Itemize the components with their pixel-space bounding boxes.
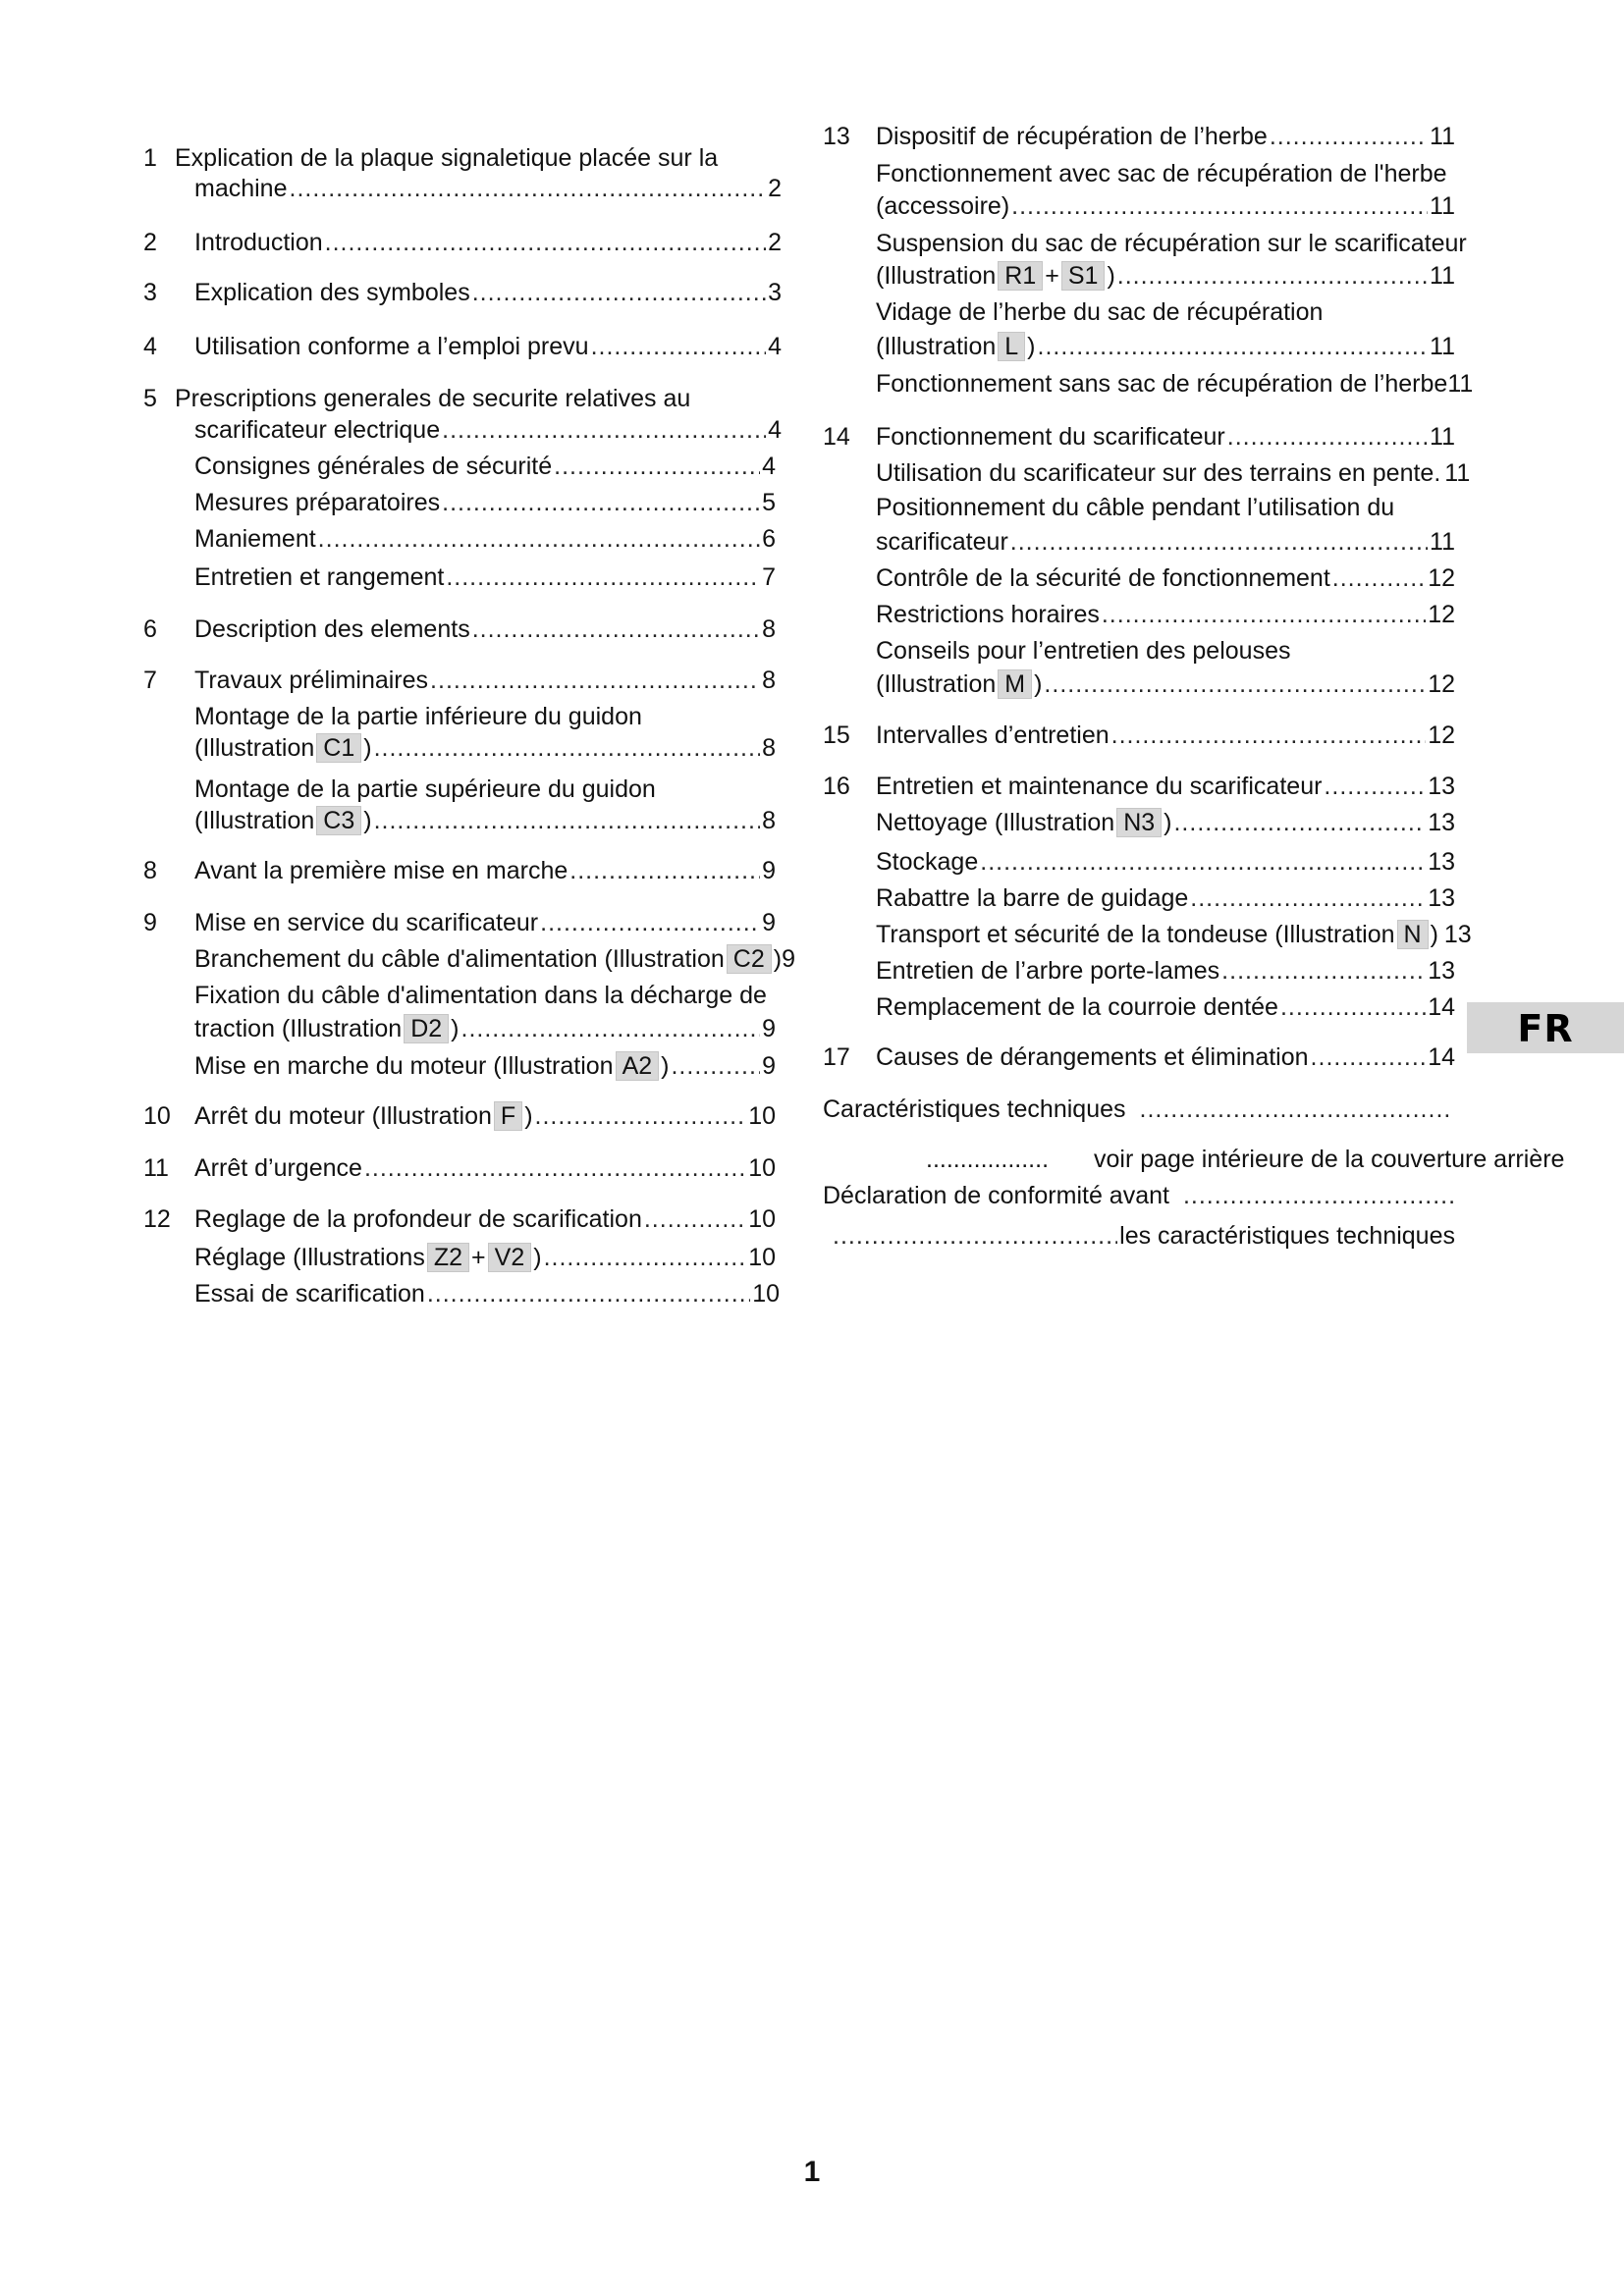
page-ref: 2 bbox=[768, 229, 782, 256]
entry-title: Dispositif de récupération de l’herbe bbox=[876, 123, 1268, 150]
page-ref: 12 bbox=[1428, 564, 1455, 592]
page-ref: 12 bbox=[1428, 670, 1455, 698]
entry-number: 5 bbox=[143, 385, 157, 412]
leader-dots bbox=[318, 524, 760, 554]
toc-entry-6[interactable] bbox=[143, 614, 782, 646]
leader-dots bbox=[461, 1014, 761, 1043]
declaration-reference: les caractéristiques techniques bbox=[1119, 1222, 1455, 1250]
illustration-ref-badge: N3 bbox=[1116, 808, 1162, 837]
entry-number: 4 bbox=[143, 333, 157, 360]
entry-number: 17 bbox=[823, 1043, 850, 1071]
illustration-ref-badge: C2 bbox=[727, 944, 772, 974]
illustration-ref-badge: N bbox=[1397, 920, 1429, 949]
leader-dots bbox=[980, 847, 1426, 877]
subentry-title: Utilisation du scarificateur sur des terrains en pente. bbox=[876, 459, 1441, 487]
page-ref: 2 bbox=[768, 175, 782, 202]
toc-subentry-essai[interactable] bbox=[194, 1279, 780, 1310]
declaration-label: Déclaration de conformité avant bbox=[823, 1182, 1169, 1209]
leader-dots bbox=[374, 806, 761, 835]
leader-dots bbox=[1324, 772, 1426, 801]
close-paren: ) bbox=[1107, 262, 1115, 290]
entry-title: Causes de dérangements et élimination bbox=[876, 1043, 1309, 1071]
entry-title: Arrêt du moteur (Illustration bbox=[194, 1102, 492, 1130]
page-ref: 10 bbox=[748, 1205, 776, 1233]
page-ref: 11 bbox=[1430, 262, 1455, 290]
subentry-title: Consignes générales de sécurité bbox=[194, 453, 553, 480]
entry-number: 9 bbox=[143, 909, 157, 936]
toc-subentry-branchement[interactable] bbox=[194, 944, 795, 976]
illustration-ref-badge: M bbox=[998, 669, 1032, 699]
leader-dots bbox=[591, 332, 767, 361]
toc-subentry-sans-sac[interactable] bbox=[876, 369, 1474, 400]
subentry-title: Fixation du câble d'alimentation dans la décharge de bbox=[194, 982, 767, 1009]
toc-subentry-mesures[interactable] bbox=[194, 488, 776, 519]
entry-number: 3 bbox=[143, 279, 157, 306]
illustration-ref-badge: L bbox=[998, 332, 1025, 361]
subentry-title: Entretien et rangement bbox=[194, 563, 445, 591]
entry-number: 6 bbox=[143, 615, 157, 643]
entry-number: 1 bbox=[143, 144, 157, 172]
page-ref: 4 bbox=[768, 416, 782, 444]
page-ref: 12 bbox=[1428, 721, 1455, 749]
language-tab[interactable]: FR bbox=[1467, 1002, 1624, 1053]
subentry-title-cont: (Illustration bbox=[876, 670, 997, 698]
toc-declaration-ref bbox=[831, 1221, 1455, 1253]
close-paren: ) bbox=[363, 807, 372, 834]
toc-subentry-fixation[interactable] bbox=[194, 981, 776, 1045]
leader-dots bbox=[1010, 527, 1428, 557]
subentry-title: Stockage bbox=[876, 848, 979, 876]
subentry-title: Nettoyage (Illustration bbox=[876, 809, 1115, 836]
subentry-title: Restrictions horaires bbox=[876, 601, 1100, 628]
page-ref: 8 bbox=[762, 807, 776, 834]
page-ref: 6 bbox=[762, 525, 776, 553]
toc-entry-8[interactable] bbox=[143, 856, 782, 887]
entry-title: Description des elements bbox=[194, 615, 470, 643]
tech-specs-reference: voir page intérieure de la couverture arrière bbox=[1094, 1146, 1565, 1173]
close-paren: ) bbox=[524, 1102, 533, 1130]
entry-number: 14 bbox=[823, 423, 850, 451]
toc-entry-9[interactable] bbox=[143, 908, 782, 939]
subentry-title: Branchement du câble d'alimentation (Illustration bbox=[194, 945, 725, 973]
entry-title-cont: scarificateur electrique bbox=[194, 416, 441, 444]
page-ref: 9 bbox=[762, 1015, 776, 1042]
entry-title: Utilisation conforme a l’emploi prevu bbox=[194, 333, 589, 360]
toc-subentry-maniement[interactable] bbox=[194, 524, 776, 556]
toc-subentry-reglage[interactable] bbox=[194, 1243, 776, 1274]
leader-dots bbox=[554, 452, 760, 481]
leader-dots bbox=[374, 733, 761, 763]
toc-entry-7[interactable] bbox=[143, 666, 782, 697]
close-paren: ) bbox=[773, 945, 783, 973]
entry-title: Fonctionnement du scarificateur bbox=[876, 423, 1225, 451]
leader-dots bbox=[1140, 1095, 1454, 1124]
entry-title: Mise en service du scarificateur bbox=[194, 909, 539, 936]
leader-dots bbox=[1111, 721, 1427, 750]
leader-dots bbox=[472, 614, 760, 644]
illustration-ref-badge: F bbox=[494, 1101, 522, 1131]
leader-dots bbox=[430, 666, 760, 695]
leader-dots bbox=[1044, 669, 1426, 699]
leader-dots bbox=[1227, 422, 1428, 452]
subentry-title: Essai de scarification bbox=[194, 1280, 425, 1308]
page-ref: 13 bbox=[1428, 809, 1455, 836]
page-ref: 11 bbox=[1430, 423, 1455, 451]
entry-number: 13 bbox=[823, 123, 850, 150]
page-ref: 11 bbox=[1447, 370, 1474, 398]
entry-number: 16 bbox=[823, 773, 850, 800]
leader-dots bbox=[1332, 563, 1426, 593]
subentry-title: Transport et sécurité de la tondeuse (Illustration bbox=[876, 921, 1395, 948]
leader-dots bbox=[1190, 883, 1426, 913]
leader-dots bbox=[535, 1101, 747, 1131]
toc-subentry-montage-superieure[interactable] bbox=[194, 774, 776, 839]
toc-entry-5[interactable] bbox=[143, 384, 782, 447]
subentry-title-cont: scarificateur bbox=[876, 528, 1008, 556]
subentry-title: Positionnement du câble pendant l’utilisation du bbox=[876, 494, 1395, 521]
page-ref: 14 bbox=[1428, 993, 1455, 1021]
illustration-ref-badge: S1 bbox=[1061, 261, 1106, 291]
subentry-title: Suspension du sac de récupération sur le scarificateur bbox=[876, 230, 1467, 257]
page-ref: 8 bbox=[762, 615, 776, 643]
plus-sign: + bbox=[1045, 262, 1059, 290]
leader-dots bbox=[364, 1153, 746, 1183]
leader-dots bbox=[325, 228, 766, 257]
leader-dots bbox=[472, 278, 766, 307]
entry-title: Entretien et maintenance du scarificateur bbox=[876, 773, 1323, 800]
plus-sign: + bbox=[471, 1244, 486, 1271]
entry-title: Avant la première mise en marche bbox=[194, 857, 568, 884]
page-ref: 3 bbox=[768, 279, 782, 306]
page-ref: 13 bbox=[1428, 848, 1455, 876]
page-ref: 11 bbox=[1430, 528, 1455, 556]
close-paren: ) bbox=[1430, 921, 1438, 948]
close-paren: ) bbox=[1027, 333, 1036, 360]
subentry-title: Contrôle de la sécurité de fonctionnement bbox=[876, 564, 1330, 592]
entry-number: 12 bbox=[143, 1205, 171, 1233]
toc-entry-13[interactable] bbox=[823, 122, 1455, 153]
toc-subentry-consignes[interactable] bbox=[194, 452, 776, 483]
toc-entry-11[interactable] bbox=[143, 1153, 782, 1185]
toc-subentry-positionnement-cable[interactable] bbox=[876, 493, 1455, 558]
page-ref: 4 bbox=[768, 333, 782, 360]
entry-number: 10 bbox=[143, 1102, 171, 1130]
toc-entry-1[interactable] bbox=[143, 143, 782, 206]
entry-title: Intervalles d’entretien bbox=[876, 721, 1110, 749]
page-ref: 9 bbox=[762, 1052, 776, 1080]
leader-dots bbox=[442, 415, 766, 445]
leader-dots bbox=[540, 908, 760, 937]
toc-tech-specs[interactable] bbox=[823, 1095, 1455, 1126]
leader-dots bbox=[1221, 956, 1426, 986]
entry-title: Introduction bbox=[194, 229, 323, 256]
page-ref: 12 bbox=[1428, 601, 1455, 628]
leader-dots bbox=[446, 562, 760, 592]
page-ref: 11 bbox=[1430, 333, 1455, 360]
entry-number: 11 bbox=[143, 1154, 169, 1182]
illustration-ref-badge: R1 bbox=[998, 261, 1043, 291]
subentry-title: Fonctionnement sans sac de récupération de l’herbe bbox=[876, 370, 1448, 398]
toc-entry-2[interactable] bbox=[143, 228, 782, 259]
leader-dots bbox=[1311, 1042, 1427, 1072]
close-paren: ) bbox=[363, 734, 372, 762]
subentry-title: Mise en marche du moteur (Illustration bbox=[194, 1052, 614, 1080]
subentry-title: Mesures préparatoires bbox=[194, 489, 441, 516]
close-paren: ) bbox=[1034, 670, 1043, 698]
leader-dots bbox=[1117, 261, 1428, 291]
leader-dots bbox=[644, 1204, 746, 1234]
subentry-title: Remplacement de la courroie dentée bbox=[876, 993, 1278, 1021]
page-ref: 11 bbox=[1430, 123, 1455, 150]
toc-declaration[interactable] bbox=[823, 1181, 1455, 1212]
toc-subentry-montage-inferieure[interactable] bbox=[194, 702, 776, 767]
toc-entry-12[interactable] bbox=[143, 1204, 782, 1236]
toc-subentry-avec-sac[interactable] bbox=[876, 159, 1455, 224]
toc-subentry-stockage[interactable] bbox=[876, 847, 1455, 879]
page-ref: 10 bbox=[748, 1244, 776, 1271]
subentry-title: Vidage de l’herbe du sac de récupération bbox=[876, 298, 1324, 326]
illustration-ref-badge: C1 bbox=[316, 733, 361, 763]
subentry-title: Réglage (Illustrations bbox=[194, 1244, 425, 1271]
leader-dots bbox=[671, 1051, 760, 1081]
leader-dots bbox=[427, 1279, 750, 1308]
page-ref: 13 bbox=[1428, 773, 1455, 800]
entry-title-cont: machine bbox=[194, 175, 288, 202]
toc-entry-3[interactable] bbox=[143, 278, 782, 309]
subentry-title-cont: traction (Illustration bbox=[194, 1015, 403, 1042]
subentry-title: Montage de la partie supérieure du guidon bbox=[194, 775, 656, 803]
entry-title: Explication de la plaque signaletique placée sur la bbox=[175, 144, 719, 172]
page-ref: 13 bbox=[1428, 957, 1455, 985]
entry-number: 15 bbox=[823, 721, 850, 749]
page-ref: 14 bbox=[1428, 1043, 1455, 1071]
toc-subentry-restrictions[interactable] bbox=[876, 600, 1455, 631]
subentry-title-cont: (Illustration bbox=[876, 333, 997, 360]
toc-entry-10[interactable] bbox=[143, 1101, 782, 1133]
subentry-title: Fonctionnement avec sac de récupération de l'herbe bbox=[876, 160, 1447, 187]
page-number: 1 bbox=[803, 2156, 821, 2188]
toc-tech-specs-ref bbox=[823, 1145, 1565, 1176]
entry-number: 2 bbox=[143, 229, 157, 256]
page-ref: 9 bbox=[762, 857, 776, 884]
toc-subentry-vidage[interactable] bbox=[876, 297, 1455, 362]
entry-title: Reglage de la profondeur de scarification bbox=[194, 1205, 642, 1233]
page-ref: 5 bbox=[762, 489, 776, 516]
subentry-title-cont: (Illustration bbox=[194, 734, 315, 762]
leader-dots bbox=[1183, 1181, 1453, 1210]
close-paren: ) bbox=[1164, 809, 1172, 836]
subentry-title: Conseils pour l’entretien des pelouses bbox=[876, 637, 1291, 665]
entry-title: Explication des symboles bbox=[194, 279, 470, 306]
page-ref: 8 bbox=[762, 667, 776, 694]
leader-dots bbox=[1102, 600, 1426, 629]
close-paren: ) bbox=[661, 1052, 670, 1080]
toc-entry-17[interactable] bbox=[823, 1042, 1455, 1074]
page-ref: 10 bbox=[748, 1154, 776, 1182]
subentry-title: Maniement bbox=[194, 525, 316, 553]
toc-subentry-entretien[interactable] bbox=[194, 562, 776, 594]
leader-dots bbox=[1011, 191, 1428, 221]
leader-dots bbox=[833, 1221, 1117, 1251]
illustration-ref-badge: A2 bbox=[616, 1051, 660, 1081]
subentry-title: Montage de la partie inférieure du guidon bbox=[194, 703, 642, 730]
toc-subentry-pente[interactable] bbox=[876, 458, 1471, 490]
subentry-title-cont: (Illustration bbox=[194, 807, 315, 834]
illustration-ref-badge: C3 bbox=[316, 806, 361, 835]
entry-number: 8 bbox=[143, 857, 157, 884]
leader-dots bbox=[1270, 122, 1428, 151]
page-ref: 7 bbox=[762, 563, 776, 591]
entry-title: Prescriptions generales de securite relatives au bbox=[175, 385, 691, 412]
entry-number: 7 bbox=[143, 667, 157, 694]
illustration-ref-badge: D2 bbox=[404, 1014, 449, 1043]
page-ref: 13 bbox=[1443, 921, 1472, 948]
page-ref: 13 bbox=[1428, 884, 1455, 912]
toc-entry-16[interactable] bbox=[823, 772, 1455, 803]
page-ref: 9 bbox=[762, 909, 776, 936]
toc-entry-4[interactable] bbox=[143, 332, 782, 363]
entry-title: Travaux préliminaires bbox=[194, 667, 429, 694]
leader-dots bbox=[1038, 332, 1429, 361]
tech-specs-dots: .................. bbox=[926, 1146, 1050, 1173]
subentry-title: Entretien de l’arbre porte-lames bbox=[876, 957, 1220, 985]
entry-title: Arrêt d’urgence bbox=[194, 1154, 362, 1182]
toc-subentry-arbre[interactable] bbox=[876, 956, 1455, 988]
toc-entry-15[interactable] bbox=[823, 721, 1455, 752]
illustration-ref-badge: V2 bbox=[488, 1243, 532, 1272]
toc-subentry-courroie[interactable] bbox=[876, 992, 1455, 1024]
toc-subentry-nettoyage[interactable] bbox=[876, 808, 1455, 839]
toc-entry-14[interactable] bbox=[823, 422, 1455, 454]
close-paren: ) bbox=[533, 1244, 542, 1271]
toc-subentry-suspension[interactable] bbox=[876, 229, 1467, 294]
toc-subentry-rabattre[interactable] bbox=[876, 883, 1455, 915]
page-ref: 4 bbox=[762, 453, 776, 480]
toc-subentry-transport[interactable] bbox=[876, 920, 1472, 951]
tech-specs-label: Caractéristiques techniques bbox=[823, 1095, 1126, 1123]
leader-dots bbox=[1173, 808, 1426, 837]
page-ref: 10 bbox=[752, 1280, 780, 1308]
page-ref: 8 bbox=[762, 734, 776, 762]
page-ref: 11 bbox=[1430, 192, 1455, 220]
toc-subentry-mise-en-marche[interactable] bbox=[194, 1051, 776, 1083]
subentry-title-cont: (accessoire) bbox=[876, 192, 1010, 220]
toc-subentry-conseils[interactable] bbox=[876, 636, 1455, 701]
subentry-title: Rabattre la barre de guidage bbox=[876, 884, 1189, 912]
page-ref: 11 bbox=[1444, 459, 1471, 487]
close-paren: ) bbox=[451, 1015, 460, 1042]
leader-dots bbox=[290, 174, 767, 203]
leader-dots bbox=[442, 488, 760, 517]
page-ref: 9 bbox=[782, 945, 795, 973]
page-ref: 10 bbox=[748, 1102, 776, 1130]
illustration-ref-badge: Z2 bbox=[427, 1243, 469, 1272]
leader-dots bbox=[544, 1243, 747, 1272]
leader-dots bbox=[1280, 992, 1426, 1022]
subentry-title-cont: (Illustration bbox=[876, 262, 997, 290]
toc-subentry-controle[interactable] bbox=[876, 563, 1455, 595]
leader-dots bbox=[569, 856, 760, 885]
